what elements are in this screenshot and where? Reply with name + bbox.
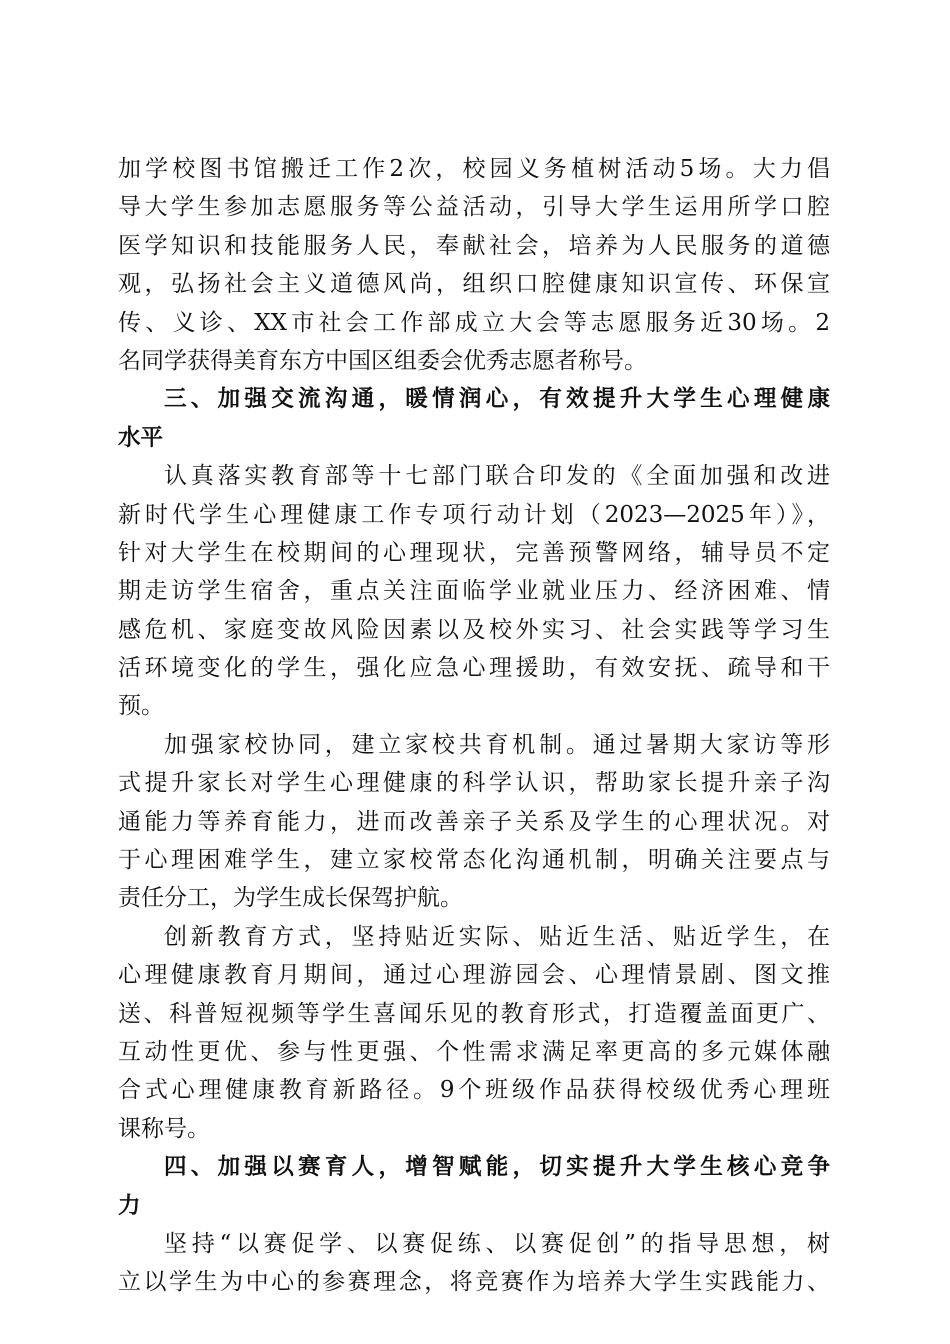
paragraph-volunteer-service bbox=[118, 150, 830, 380]
text-line: 坚持“以赛促学、以赛促练、以赛促创”的指导思想，树 bbox=[164, 1230, 830, 1257]
text-line: 医学知识和技能服务人民，奉献社会，培养为人民服务的道德 bbox=[118, 232, 830, 259]
text-line: 于心理困难学生，建立家校常态化沟通机制，明确关注要点与 bbox=[118, 847, 830, 874]
heading-line: 三、加强交流沟通，暖情润心，有效提升大学生心理健康 bbox=[164, 386, 830, 413]
heading-line: 水平 bbox=[118, 424, 164, 451]
text-line: 心理健康教育月期间，通过心理游园会、心理情景剧、图文推 bbox=[118, 962, 830, 989]
document-page bbox=[118, 150, 830, 1302]
paragraph-mental-health-plan bbox=[118, 457, 830, 726]
paragraph-education-innovation bbox=[118, 918, 830, 1148]
text-line: 责任分工，为学生成长保驾护航。 bbox=[118, 885, 463, 912]
text-line: 期走访学生宿舍，重点关注面临学业就业压力、经济困难、情 bbox=[118, 578, 830, 605]
text-line: 预。 bbox=[118, 693, 164, 720]
text-line: 合式心理健康教育新路径。9个班级作品获得校级优秀心理班 bbox=[118, 1077, 830, 1104]
text-line: 送、科普短视频等学生喜闻乐见的教育形式，打造覆盖面更广、 bbox=[118, 1000, 830, 1027]
text-line: 加学校图书馆搬迁工作2次，校园义务植树活动5场。大力倡 bbox=[118, 156, 830, 182]
text-line: 针对大学生在校期间的心理现状，完善预警网络，辅导员不定 bbox=[118, 539, 830, 566]
text-line: 名同学获得美育东方中国区组委会优秀志愿者称号。 bbox=[118, 347, 647, 374]
heading-line: 四、加强以赛育人，增智赋能，切实提升大学生核心竞争 bbox=[164, 1154, 830, 1181]
text-line: 式提升家长对学生心理健康的科学认识，帮助家长提升亲子沟 bbox=[118, 770, 830, 797]
heading-line: 力 bbox=[118, 1192, 141, 1219]
section-heading-3 bbox=[118, 380, 830, 457]
text-line: 互动性更优、参与性更强、个性需求满足率更高的多元媒体融 bbox=[118, 1038, 830, 1065]
text-line: 观，弘扬社会主义道德风尚，组织口腔健康知识宣传、环保宣 bbox=[118, 271, 830, 298]
paragraph-competition bbox=[118, 1225, 830, 1302]
text-line: 感危机、家庭变故风险因素以及校外实习、社会实践等学习生 bbox=[118, 616, 830, 643]
text-line: 传、义诊、XX市社会工作部成立大会等志愿服务近30场。2 bbox=[118, 309, 830, 336]
paragraph-home-school bbox=[118, 726, 830, 918]
text-line: 立以学生为中心的参赛理念，将竞赛作为培养大学生实践能力、 bbox=[118, 1269, 830, 1296]
text-line: 通能力等养育能力，进而改善亲子关系及学生的心理状况。对 bbox=[118, 808, 830, 835]
text-line: 认真落实教育部等十七部门联合印发的《全面加强和改进 bbox=[164, 463, 830, 490]
text-line: 新时代学生心理健康工作专项行动计划（2023—2025年）》， bbox=[118, 501, 830, 528]
text-line: 创新教育方式，坚持贴近实际、贴近生活、贴近学生，在 bbox=[164, 923, 830, 950]
text-line: 加强家校协同，建立家校共育机制。通过暑期大家访等形 bbox=[164, 731, 830, 758]
text-line: 课称号。 bbox=[118, 1115, 210, 1142]
text-line: 导大学生参加志愿服务等公益活动，引导大学生运用所学口腔 bbox=[118, 194, 830, 221]
section-heading-4 bbox=[118, 1148, 830, 1225]
text-line: 活环境变化的学生，强化应急心理援助，有效安抚、疏导和干 bbox=[118, 655, 830, 682]
